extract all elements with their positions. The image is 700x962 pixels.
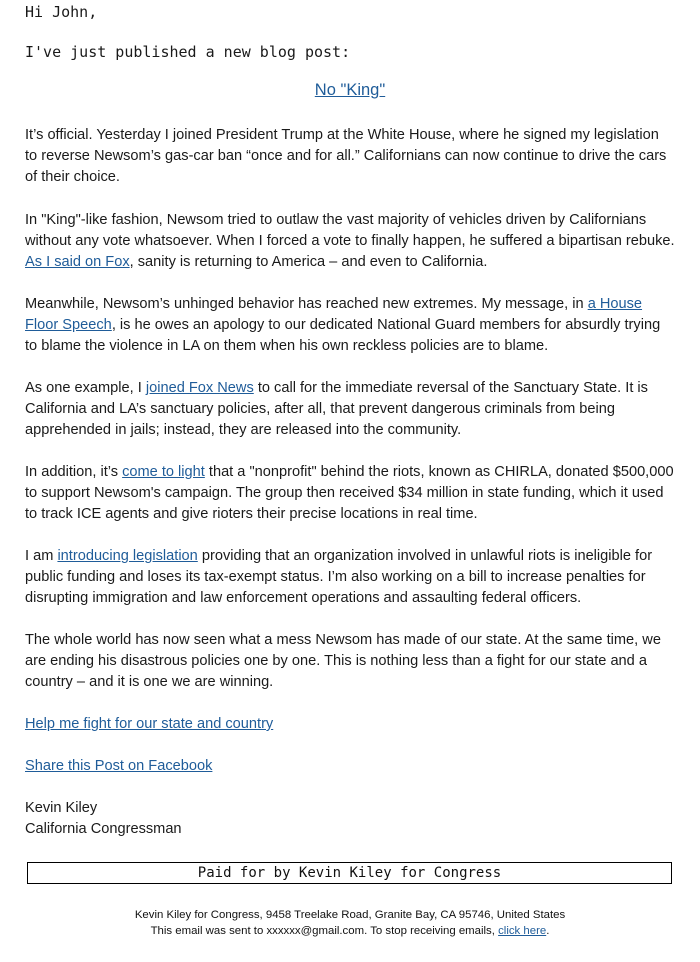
greeting: Hi John,: [25, 3, 98, 21]
help-fight-link[interactable]: Help me fight for our state and country: [25, 716, 274, 732]
signature-name: Kevin Kiley: [25, 800, 98, 816]
paragraph-4-text: As one example, I: [25, 380, 146, 396]
paragraph-3: [25, 294, 675, 357]
paragraph-3-text-end: , is he owes an apology to our dedicated National Guard members for absurdly trying to blame the violence in LA on them when his own reckless policies are to blame.: [25, 317, 661, 354]
footer-address: Kevin Kiley for Congress, 9458 Treelake Road, Granite Bay, CA 95746, United States: [134, 909, 566, 921]
paragraph-2-text-end: , sanity is returning to America – and even to California.: [129, 254, 488, 270]
footer-period: .: [546, 925, 550, 937]
footer-unsubscribe-line: [0, 923, 700, 939]
share-row: [25, 756, 212, 777]
come-to-light-link[interactable]: come to light: [122, 464, 205, 480]
footer-sent-to: This email was sent to xxxxxx@gmail.com. To stop receiving emails,: [150, 925, 499, 937]
paragraph-5-text-end: that a "nonprofit" behind the riots, known as CHIRLA, donated $500,000 to support Newsom's campaign. The group then received $34 million in state funding, which it used to track ICE agents and give rioters their precise locations in real time.: [25, 464, 674, 522]
paragraph-4-text-end: to call for the immediate reversal of the Sanctuary State. It is California and LA’s sanctuary policies, after all, that prevent dangerous criminals from being apprehended in jails; instead, they are released into the community.: [25, 380, 648, 438]
paragraph-2: [25, 210, 675, 273]
paid-for-disclaimer: Paid for by Kevin Kiley for Congress: [27, 862, 672, 884]
paragraph-5-text: In addition, it’s: [25, 464, 123, 480]
footer: [0, 907, 700, 939]
share-facebook-link[interactable]: Share this Post on Facebook: [25, 758, 213, 774]
paragraph-4: [25, 378, 675, 441]
signature: [25, 798, 182, 840]
paragraph-3-text: Meanwhile, Newsom’s unhinged behavior has reached new extremes. My message, in: [25, 296, 588, 312]
cta-row: [25, 714, 273, 735]
signature-title: California Congressman: [25, 821, 182, 837]
paragraph-1: It’s official. Yesterday I joined President Trump at the White House, where he signed my legislation to reverse Newsom’s gas-car ban “once and for all.” Californians can now continue to drive the cars of their choice.: [25, 127, 667, 185]
post-title-link[interactable]: No "King": [314, 81, 386, 99]
house-floor-speech-link[interactable]: a House Floor Speech: [25, 296, 643, 333]
post-title: [0, 81, 700, 100]
paragraph-5: [25, 462, 675, 525]
paragraph-6: [25, 546, 675, 609]
paragraph-2-text: In "King"-like fashion, Newsom tried to outlaw the vast majority of vehicles driven by Californians without any vote whatsoever. When I forced a vote to finally happen, he suffered a bipartisan rebuke.: [25, 212, 675, 249]
paragraph-6-text: I am: [25, 548, 58, 564]
paragraph-7: The whole world has now seen what a mess Newsom has made of our state. At the same time, we are ending his disastrous policies one by one. This is nothing less than a fight for our state and a country – and it is one we are winning.: [25, 632, 661, 690]
unsubscribe-link[interactable]: click here: [498, 925, 547, 937]
joined-fox-news-link[interactable]: joined Fox News: [145, 380, 254, 396]
paragraph-6-text-end: providing that an organization involved in unlawful riots is ineligible for public funding and loses its tax-exempt status. I’m also working on a bill to increase penalties for disrupting immigration and law enforcement operations and assaulting federal officers.: [25, 548, 653, 606]
intro-text: I've just published a new blog post:: [25, 43, 351, 61]
fox-interview-link[interactable]: As I said on Fox: [25, 254, 130, 270]
introducing-legislation-link[interactable]: introducing legislation: [57, 548, 198, 564]
